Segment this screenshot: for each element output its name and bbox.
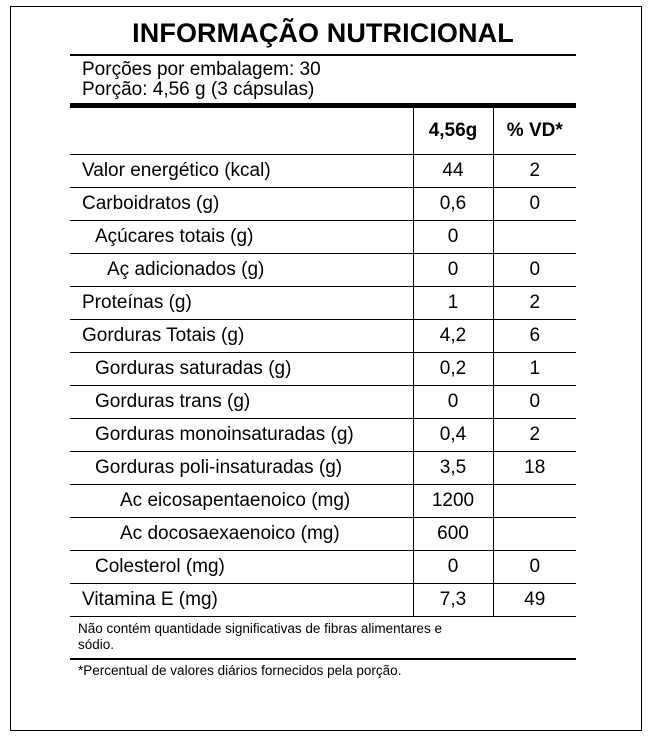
nutrient-name: Carboidratos (g) <box>70 187 413 220</box>
nutrient-dv: 0 <box>493 187 576 220</box>
nutrient-dv: 0 <box>493 550 576 583</box>
header-nutrient <box>70 108 413 154</box>
table-row <box>70 154 576 187</box>
nutrition-table <box>70 108 576 616</box>
servings-per-package: Porções por embalagem: 30 <box>82 59 321 80</box>
table-header-row <box>70 108 576 154</box>
table-row <box>70 385 576 418</box>
nutrient-name: Açúcares totais (g) <box>70 220 413 253</box>
header-amount: 4,56g <box>413 108 493 154</box>
nutrient-name: Gorduras poli-insaturadas (g) <box>70 451 413 484</box>
header-dv: % VD* <box>493 108 576 154</box>
nutrient-name: Gorduras monoinsaturadas (g) <box>70 418 413 451</box>
table-row <box>70 220 576 253</box>
nutrient-amount: 0,4 <box>413 418 493 451</box>
nutrient-amount: 0,6 <box>413 187 493 220</box>
table-row <box>70 583 576 616</box>
nutrient-amount: 1 <box>413 286 493 319</box>
nutrient-name: Ac eicosapentaenoico (mg) <box>70 484 413 517</box>
nutrient-amount: 44 <box>413 154 493 187</box>
servings-info <box>70 56 576 108</box>
nutrient-amount: 0,2 <box>413 352 493 385</box>
table-row <box>70 352 576 385</box>
dv-footnote: *Percentual de valores diários fornecidos pela porção. <box>78 663 402 678</box>
nutrient-amount: 0 <box>413 385 493 418</box>
nutrient-dv <box>493 484 576 517</box>
nutrient-amount: 3,5 <box>413 451 493 484</box>
nutrient-name: Aç adicionados (g) <box>70 253 413 286</box>
nutrition-label <box>70 12 576 729</box>
nutrient-amount: 0 <box>413 550 493 583</box>
nutrient-dv: 2 <box>493 418 576 451</box>
nutrient-amount: 1200 <box>413 484 493 517</box>
nutrient-dv: 49 <box>493 583 576 616</box>
note-line: Não contém quantidade significativas de fibras alimentares e <box>78 621 442 636</box>
table-row <box>70 484 576 517</box>
nutrient-name: Gorduras saturadas (g) <box>70 352 413 385</box>
nutrient-name: Valor energético (kcal) <box>70 154 413 187</box>
nutrient-amount: 0 <box>413 253 493 286</box>
nutrient-dv: 0 <box>493 253 576 286</box>
nutrient-dv: 1 <box>493 352 576 385</box>
portion-size: Porção: 4,56 g (3 cápsulas) <box>82 79 315 100</box>
table-row <box>70 550 576 583</box>
nutrient-dv <box>493 220 576 253</box>
nutrient-amount: 4,2 <box>413 319 493 352</box>
nutrient-dv: 0 <box>493 385 576 418</box>
nutrient-name: Proteínas (g) <box>70 286 413 319</box>
table-row <box>70 286 576 319</box>
label-notes <box>70 616 576 660</box>
note-line: sódio. <box>78 637 115 652</box>
table-row <box>70 517 576 550</box>
nutrient-dv: 2 <box>493 286 576 319</box>
nutrient-amount: 600 <box>413 517 493 550</box>
nutrient-name: Ac docosaexaenoico (mg) <box>70 517 413 550</box>
nutrient-name: Gorduras Totais (g) <box>70 319 413 352</box>
nutrient-amount: 7,3 <box>413 583 493 616</box>
nutrient-dv: 18 <box>493 451 576 484</box>
table-row <box>70 451 576 484</box>
nutrient-name: Vitamina E (mg) <box>82 588 218 610</box>
table-row <box>70 319 576 352</box>
nutrient-dv: 2 <box>493 154 576 187</box>
nutrient-name: Gorduras trans (g) <box>70 385 413 418</box>
table-row <box>70 187 576 220</box>
nutrient-dv: 6 <box>493 319 576 352</box>
label-title: INFORMAÇÃO NUTRICIONAL <box>70 12 576 56</box>
nutrient-amount: 0 <box>413 220 493 253</box>
table-row <box>70 253 576 286</box>
nutrient-dv <box>493 517 576 550</box>
table-row <box>70 418 576 451</box>
nutrient-name: Colesterol (mg) <box>70 550 413 583</box>
